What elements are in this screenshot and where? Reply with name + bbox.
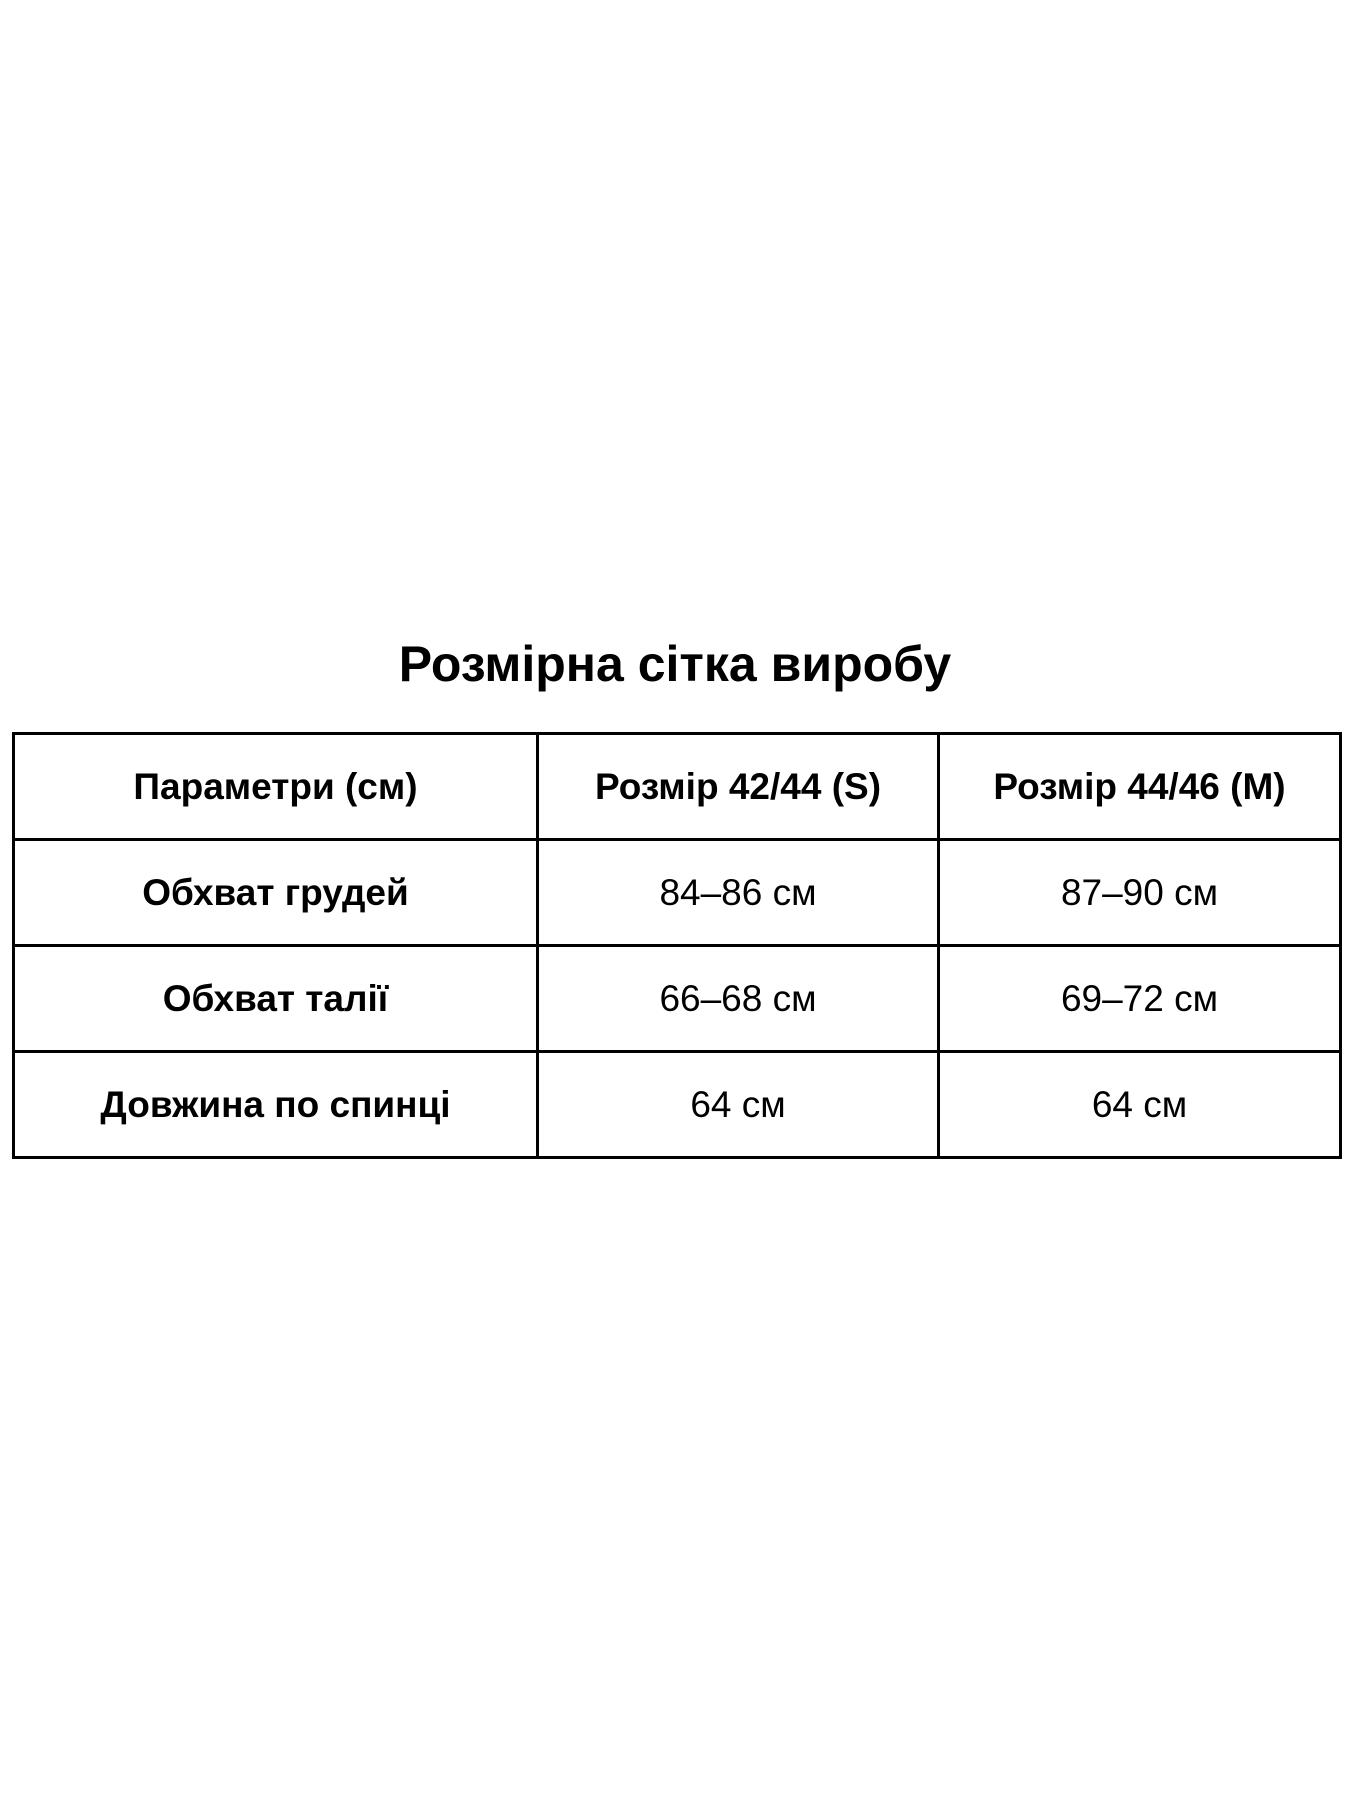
row-label-back-length: Довжина по спинці — [14, 1052, 538, 1158]
size-chart-table — [12, 732, 1342, 1159]
table-row — [14, 840, 1341, 946]
page-title: Розмірна сітка виробу — [398, 636, 952, 692]
header-size-m: Розмір 44/46 (M) — [939, 734, 1341, 840]
cell-waist-m: 69–72 см — [939, 946, 1341, 1052]
header-size-s: Розмір 42/44 (S) — [538, 734, 939, 840]
cell-back-length-s: 64 см — [538, 1052, 939, 1158]
cell-chest-m: 87–90 см — [939, 840, 1341, 946]
row-label-chest: Обхват грудей — [14, 840, 538, 946]
cell-back-length-m: 64 см — [939, 1052, 1341, 1158]
header-parameters: Параметри (см) — [14, 734, 538, 840]
table-row — [14, 1052, 1341, 1158]
table-header-row — [14, 734, 1341, 840]
row-label-waist: Обхват талії — [14, 946, 538, 1052]
cell-chest-s: 84–86 см — [538, 840, 939, 946]
table-row — [14, 946, 1341, 1052]
cell-waist-s: 66–68 см — [538, 946, 939, 1052]
